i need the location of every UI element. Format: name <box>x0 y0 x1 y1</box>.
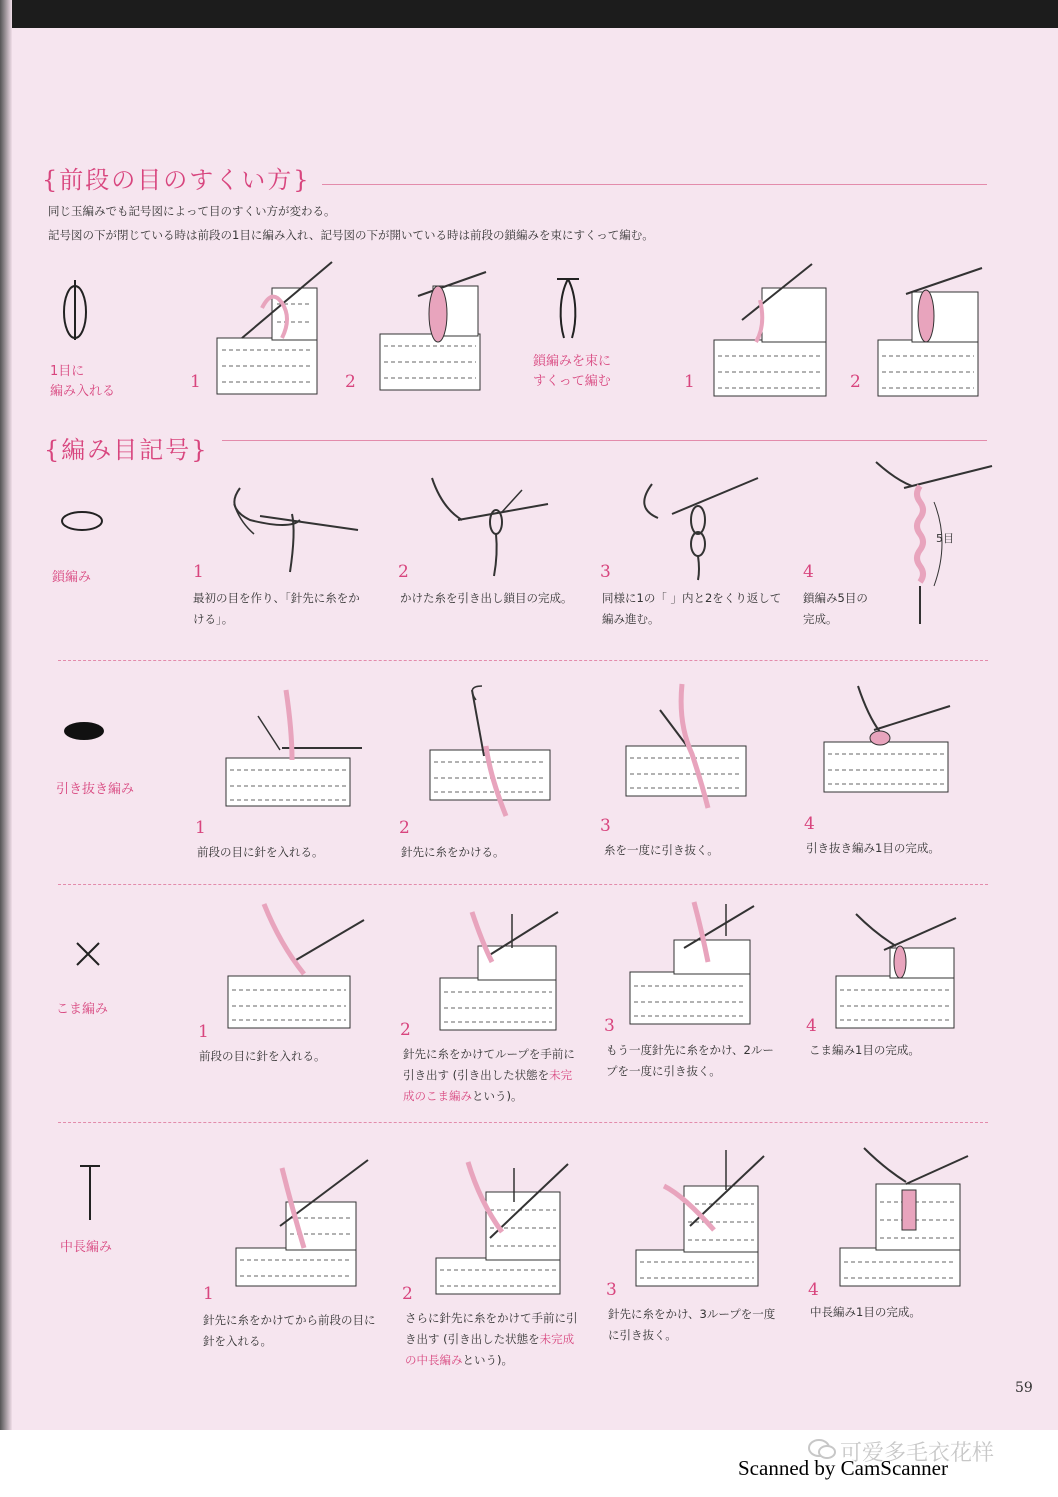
half-double-step2-illustration <box>434 1158 572 1298</box>
page-number: 59 <box>1015 1380 1033 1396</box>
step-caption: 同様に1の「 」内と2をくり返して 編み進む。 <box>602 591 782 626</box>
section-title-stitch-symbols: {編み目記号} <box>44 436 209 464</box>
step-caption: 針先に糸をかけ、3ループを一度 に引き抜く。 <box>608 1307 776 1342</box>
open-cluster-step2-illustration <box>876 264 986 400</box>
step-caption: 針先に糸をかけてループを手前に 引き出す (引き出した状態を未完 成のこま編みという)。 <box>403 1047 575 1103</box>
step-caption: 鎖編み5目の 完成。 <box>803 591 868 626</box>
section-title-stitch-pickup: {前段の目のすくい方} <box>42 166 311 194</box>
step-caption: 前段の目に針を入れる。 <box>197 845 324 859</box>
label-work-around-chain: 鎖編みを束に すくって編む <box>533 354 612 390</box>
step-caption: 糸を一度に引き抜く。 <box>604 843 719 857</box>
open-cluster-step1-illustration <box>712 260 834 400</box>
single-crochet-symbol-icon <box>74 940 102 968</box>
single-crochet-step3-illustration <box>628 896 758 1028</box>
scan-left-edge <box>0 0 12 1430</box>
slip-step4-illustration <box>822 682 954 798</box>
row-divider <box>58 660 988 661</box>
closed-cluster-step1-illustration <box>212 258 338 398</box>
half-double-step4-illustration <box>836 1144 972 1290</box>
symbol-name: 引き抜き編み <box>56 782 135 797</box>
step-number: 4 <box>804 814 815 834</box>
closed-cluster-step2-illustration <box>378 266 490 392</box>
step-number: 1 <box>190 372 201 392</box>
step-number: 2 <box>345 372 356 392</box>
chain-step2-illustration <box>428 474 552 578</box>
step-number: 1 <box>195 818 206 838</box>
single-crochet-step4-illustration <box>834 910 958 1030</box>
step-number: 3 <box>606 1280 617 1300</box>
step-caption: 針先に糸をかける。 <box>401 845 505 859</box>
step-number: 3 <box>600 816 611 836</box>
step-caption: 中長編み1目の完成。 <box>810 1305 921 1319</box>
step-caption: 針先に糸をかけてから前段の目に 針を入れる。 <box>203 1313 376 1348</box>
step-number: 2 <box>850 372 861 392</box>
section-rule <box>322 184 987 185</box>
step-number: 4 <box>808 1280 819 1300</box>
step-number: 4 <box>803 562 814 582</box>
chain-stitch-symbol-icon <box>58 508 106 534</box>
watermark: 可爱多毛衣花样 <box>840 1441 995 1466</box>
step-number: 1 <box>203 1284 214 1304</box>
single-crochet-step2-illustration <box>438 908 562 1032</box>
open-cluster-symbol-icon <box>553 276 583 340</box>
symbol-name: こま編み <box>56 1002 109 1017</box>
scan-credit: Scanned by CamScanner <box>738 1456 948 1480</box>
step-caption: 前段の目に針を入れる。 <box>199 1049 326 1063</box>
step-number: 2 <box>398 562 409 582</box>
step-number: 2 <box>402 1284 413 1304</box>
step-caption: かけた糸を引き出し鎖目の完成。 <box>400 591 573 605</box>
closed-cluster-symbol-icon <box>58 278 92 342</box>
step-number: 1 <box>198 1022 209 1042</box>
row-divider <box>58 884 988 885</box>
step-number: 2 <box>399 818 410 838</box>
single-crochet-step1-illustration <box>226 900 366 1032</box>
step-caption: 引き抜き編み1目の完成。 <box>806 841 940 855</box>
row-divider <box>58 1122 988 1123</box>
intro-line-2: 記号図の下が閉じている時は前段の1目に編み入れ、記号図の下が開いている時は前段の鎖編みを束にすくって編む。 <box>48 228 654 242</box>
chain-count-callout: 5目 <box>936 532 954 545</box>
scan-top-edge <box>0 0 1058 28</box>
half-double-crochet-symbol-icon <box>78 1164 102 1222</box>
step-number: 4 <box>806 1016 817 1036</box>
step-number: 1 <box>684 372 695 392</box>
slip-step3-illustration <box>624 680 752 810</box>
symbol-name: 鎖編み <box>52 570 92 585</box>
half-double-step1-illustration <box>232 1156 372 1288</box>
step-number: 2 <box>400 1020 411 1040</box>
label-work-into-one-stitch: 1目に 編み入れる <box>50 364 116 400</box>
section-rule <box>222 440 987 441</box>
step-caption: こま編み1目の完成。 <box>809 1043 920 1057</box>
chain-step3-illustration <box>632 470 762 582</box>
symbol-name: 中長編み <box>60 1240 113 1255</box>
slip-step1-illustration <box>222 686 364 810</box>
step-caption: さらに針先に糸をかけて手前に引 き出す (引き出した状態を未完成 の中長編みという)。 <box>405 1311 578 1367</box>
slip-stitch-symbol-icon <box>62 719 106 743</box>
step-number: 1 <box>193 562 204 582</box>
intro-line-1: 同じ玉編みでも記号図によって目のすくい方が変わる。 <box>48 204 336 218</box>
step-number: 3 <box>604 1016 615 1036</box>
step-number: 3 <box>600 562 611 582</box>
half-double-step3-illustration <box>634 1146 768 1290</box>
chain-step1-illustration <box>220 478 362 574</box>
step-caption: もう一度針先に糸をかけ、2ルー プを一度に引き抜く。 <box>606 1043 774 1078</box>
slip-step2-illustration <box>428 682 556 818</box>
step-caption: 最初の目を作り、「針先に糸をか ける」。 <box>193 591 360 626</box>
